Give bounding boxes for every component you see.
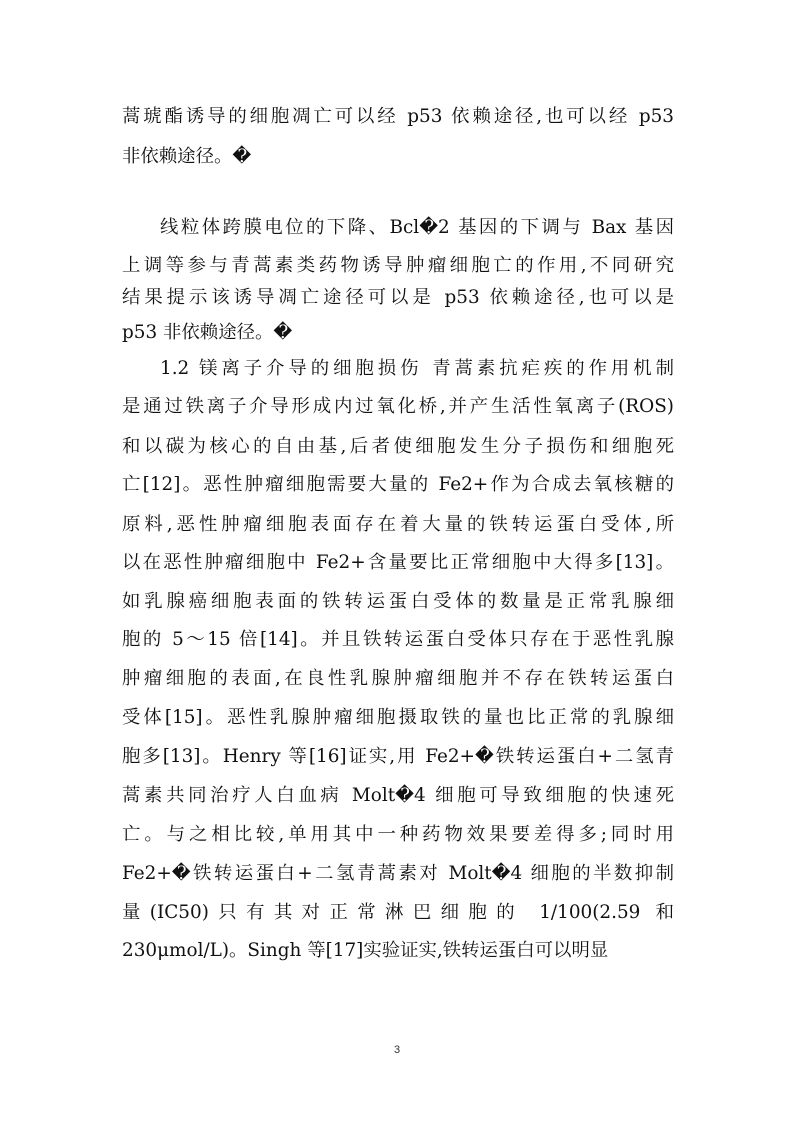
text-line: 以在恶性肿瘤细胞中 Fe2+含量要比正常细胞中大得多[13]。 [122,552,674,573]
text-line: 和以碳为核心的自由基,后者使细胞发生分子损伤和细胞死 [122,436,674,457]
text-line: Fe2+�铁转运蛋白+二氢青蒿素对 Molt�4 细胞的半数抑制 [122,863,674,884]
text-line: 上调等参与青蒿素类药物诱导肿瘤细胞亡的作用,不同研究 [122,255,674,276]
text-line: 量(IC50)只有其对正常淋巴细胞的 1/100(2.59 和 [122,902,674,923]
text-line: 胞的 5～15 倍[14]。并且铁转运蛋白受体只存在于恶性乳腺 [122,629,674,650]
text-line: 230μmol/L)。Singh 等[17]实验证实,铁转运蛋白可以明显 [122,940,609,961]
text-line: 是通过铁离子介导形成内过氧化桥,并产生活性氧离子(ROS) [122,396,674,417]
text-line: 非依赖途径。� [122,146,252,167]
text-line: 胞多[13]。Henry 等[16]证实,用 Fe2+�铁转运蛋白+二氢青 [122,746,674,767]
text-line: 1.2 镁离子介导的细胞损伤 青蒿素抗疟疾的作用机制 [160,358,674,379]
text-line: 肿瘤细胞的表面,在良性乳腺肿瘤细胞并不存在铁转运蛋白 [122,668,674,689]
text-line: 结果提示该诱导凋亡途径可以是 p53 依赖途径,也可以是 [122,287,674,308]
text-line: 线粒体跨膜电位的下降、Bcl�2 基因的下调与 Bax 基因 [160,217,674,238]
text-line: 蒿琥酯诱导的细胞凋亡可以经 p53 依赖途径,也可以经 p53 [122,106,674,127]
text-line: 受体[15]。恶性乳腺肿瘤细胞摄取铁的量也比正常的乳腺细 [122,707,674,728]
text-line: 如乳腺癌细胞表面的铁转运蛋白受体的数量是正常乳腺细 [122,591,674,612]
page-number: 3 [393,1044,401,1056]
text-line: 蒿素共同治疗人白血病 Molt�4 细胞可导致细胞的快速死 [122,785,674,806]
text-line: p53 非依赖途径。� [122,322,293,343]
text-line: 亡。与之相比较,单用其中一种药物效果要差得多;同时用 [122,824,674,845]
text-line: 亡[12]。恶性肿瘤细胞需要大量的 Fe2+作为合成去氧核糖的 [122,474,674,495]
text-line: 原料,恶性肿瘤细胞表面存在着大量的铁转运蛋白受体,所 [122,514,674,535]
